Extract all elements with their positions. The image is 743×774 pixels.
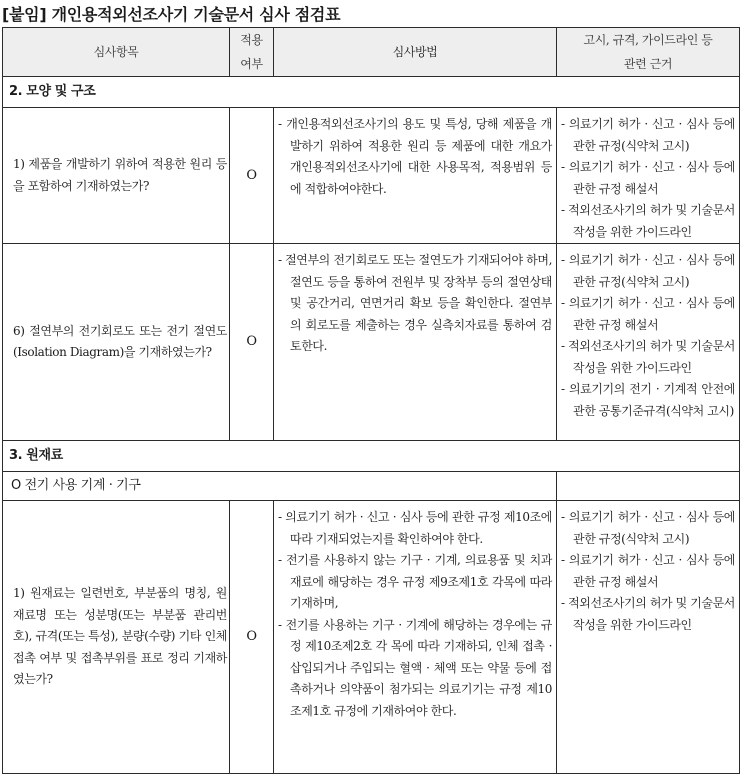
header-reference-line2: 관련 근거: [623, 57, 673, 71]
reference-line: - 의료기기의 전기 · 기계적 안전에 관한 공통기준규격(식약처 고시): [561, 382, 735, 418]
reference-line: - 의료기기 허가 · 신고 · 심사 등에 관한 규정 해설서: [561, 160, 735, 196]
section-title: 2. 모양 및 구조: [3, 77, 740, 108]
subsection-row: [3, 472, 740, 501]
applicable-mark: O: [230, 501, 274, 774]
section-row: [3, 77, 740, 108]
reference-cell: [557, 244, 740, 441]
section-row: [3, 441, 740, 472]
header-review-item: 심사항목: [3, 28, 230, 77]
review-method-cell: [274, 108, 557, 244]
reference-line: - 적외선조사기의 허가 및 기술문서 작성을 위한 가이드라인: [561, 596, 736, 632]
review-item: 1) 원재료는 일련번호, 부분품의 명칭, 원재료명 또는 성분명(또는 부분품 관리번호), 규격(또는 특성), 분량(수량) 기타 인체접촉 여부 및 접촉부위를 표로 정리 기재하였는가?: [3, 501, 230, 774]
header-applicable-line1: 적용: [240, 33, 263, 47]
header-applicable-line2: 여부: [240, 57, 263, 71]
method-line: - 의료기기 허가 · 신고 · 심사 등에 관한 규정 제10조에 따라 기재되었는지를 확인하여야 한다.: [278, 510, 552, 546]
reference-cell: [557, 108, 740, 244]
table-row: [3, 244, 740, 441]
reference-line: - 적외선조사기의 허가 및 기술문서 작성을 위한 가이드라인: [561, 339, 736, 375]
subsection-title: O 전기 사용 기계 · 기구: [3, 472, 557, 501]
applicable-mark: O: [230, 108, 274, 244]
reference-line: - 의료기기 허가 · 신고 · 심사 등에 관한 규정 해설서: [561, 553, 735, 589]
review-method-cell: [274, 244, 557, 441]
reference-line: - 의료기기 허가 · 신고 · 심사 등에 관한 규정 해설서: [561, 296, 735, 332]
header-applicable: [230, 28, 274, 77]
reference-line: - 의료기기 허가 · 신고 · 심사 등에 관한 규정(식약처 고시): [561, 510, 735, 546]
header-review-method: 심사방법: [274, 28, 557, 77]
reference-line: - 의료기기 허가 · 신고 · 심사 등에 관한 규정(식약처 고시): [561, 253, 735, 289]
table-header-row: [3, 28, 740, 77]
table-row: [3, 108, 740, 244]
reference-cell: [557, 501, 740, 774]
method-line: - 전기를 사용하는 기구 · 기계에 해당하는 경우에는 규정 제10조제2호 각 목에 따라 기재하되, 인체 접촉 · 삽입되거나 주입되는 혈액 · 체액 또는 약물 등에 접촉하거나 의약품이 첨가되는 의료기기는 규정 제10조제1호 규정에 기재하여야 한다.: [278, 617, 552, 718]
reference-line: - 의료기기 허가 · 신고 · 심사 등에 관한 규정(식약처 고시): [561, 117, 735, 153]
method-line: - 전기를 사용하지 않는 기구 · 기계, 의료용품 및 치과재료에 해당하는 경우 규정 제9조제1호 각목에 따라 기재하며,: [278, 553, 552, 610]
review-checklist-table: [2, 27, 740, 774]
empty-cell: [557, 472, 740, 501]
reference-line: - 적외선조사기의 허가 및 기술문서 작성을 위한 가이드라인: [561, 203, 736, 239]
method-line: - 절연부의 전기회로도 또는 절연도가 기재되어야 하며, 절연도 등을 통하여 전원부 및 장착부 등의 절연상태 및 공간거리, 연면거리 확보 등을 확인한다. 절연부의 회로도를 제출하는 경우 실측치자료를 통하여 검토한다.: [278, 253, 552, 353]
section-title: 3. 원재료: [3, 441, 740, 472]
page-title: [붙임] 개인용적외선조사기 기술문서 심사 점검표: [2, 5, 341, 24]
review-item: 1) 제품을 개발하기 위하여 적용한 원리 등을 포함하여 기재하였는가?: [3, 108, 230, 244]
applicable-mark: O: [230, 244, 274, 441]
method-line: - 개인용적외선조사기의 용도 및 특성, 당해 제품을 개발하기 위하여 적용한 원리 등 제품에 대한 개요가 개인용적외선조사기에 대한 사용목적, 적용범위 등에 적합하여야한다.: [278, 117, 552, 196]
header-reference-line1: 고시, 규격, 가이드라인 등: [583, 33, 713, 47]
review-item: 6) 절연부의 전기회로도 또는 전기 절연도(Isolation Diagram)을 기재하였는가?: [3, 244, 230, 441]
header-reference: [557, 28, 740, 77]
table-row: [3, 501, 740, 774]
review-method-cell: [274, 501, 557, 774]
